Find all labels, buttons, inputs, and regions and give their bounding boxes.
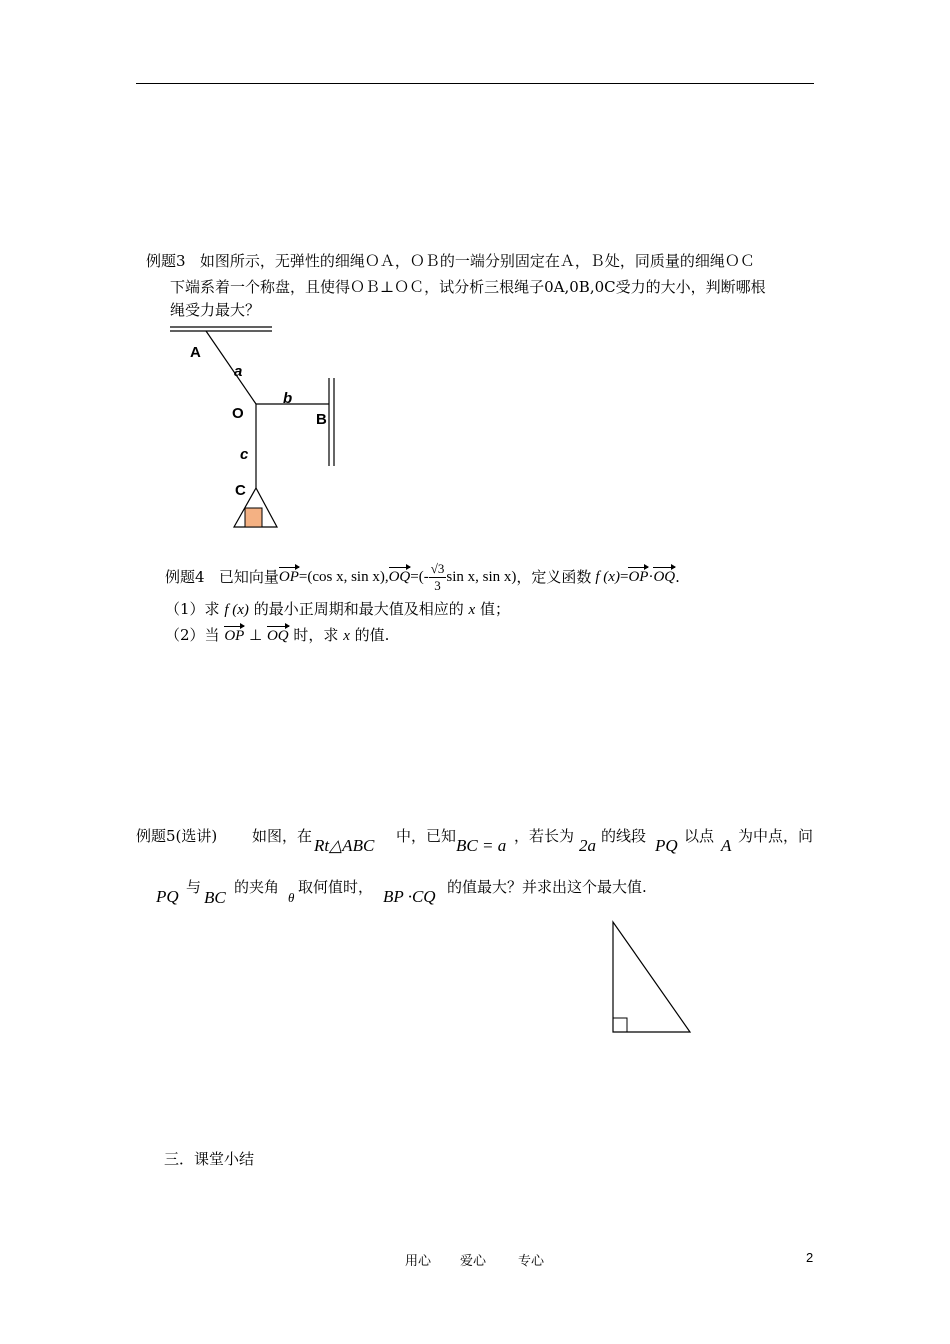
ex4-perp: ⊥ — [249, 628, 263, 644]
ex5-t6: 为中点，问 — [738, 827, 814, 845]
ex5-t9: 取何值时， — [298, 878, 374, 896]
fraction-sqrt3-over-3 — [429, 561, 447, 594]
ex5-label: 例题5(选讲) — [136, 827, 218, 845]
ex4-q2-end: 的值. — [354, 626, 390, 644]
ex4-q1-x: x — [468, 602, 476, 618]
label-a: a — [234, 363, 243, 380]
ex5-t5: 以点 — [684, 827, 715, 845]
ex5-2a: 2a — [579, 836, 596, 855]
ex4-q1-num: （1）求 — [165, 600, 220, 618]
section-summary: 三．课堂小结 — [164, 1150, 255, 1168]
ex4-oq-right: sin x, sin x) — [446, 569, 517, 585]
ex4-label: 例题4 — [165, 568, 205, 586]
ex3-text-3: 绳受力最大？ — [170, 301, 261, 319]
ex4-q1-end: 值； — [479, 600, 510, 618]
ex4-q2-num: （2）当 — [165, 626, 220, 644]
triangle — [613, 922, 690, 1032]
ex5-t7: 与 — [186, 878, 202, 896]
ex3-label: 例题3 — [146, 252, 186, 270]
ex5-pq: PQ — [655, 836, 678, 855]
label-c: c — [240, 446, 249, 463]
ex3-line3 — [170, 299, 260, 321]
frac-denominator: 3 — [434, 577, 441, 593]
vector-oq-3: OQ — [267, 625, 289, 647]
vector-op: OP — [279, 566, 299, 588]
rope-oa — [206, 331, 256, 404]
ex4-eq: = — [298, 569, 308, 585]
header-rule — [136, 83, 814, 84]
ex5-pq-2: PQ — [156, 887, 179, 906]
ex4-oq-left: =(- — [410, 569, 429, 585]
ex5-bc-eq: BC = a — [456, 836, 507, 855]
ex4-q1 — [165, 598, 510, 621]
ex4-q2-mid: 时，求 — [293, 626, 339, 644]
right-triangle-diagram — [608, 918, 698, 1038]
label-b: b — [283, 390, 293, 407]
ex5-theta: θ — [288, 890, 295, 905]
footer-word-3: 专心 — [518, 1254, 545, 1269]
vector-oq-2: OQ — [653, 566, 675, 588]
ex5-t8: 的夹角 — [234, 878, 280, 896]
ex4-dot: · — [648, 569, 654, 585]
ex5-t2: 中，已知 — [396, 827, 457, 845]
vector-op-3: OP — [224, 625, 244, 647]
ex4-eq-2: = — [619, 569, 629, 585]
ex4-op-value: (cos x, sin x), — [307, 569, 389, 585]
ex4-q2 — [165, 624, 389, 647]
ex4-line1 — [165, 555, 680, 599]
ex5-point-a: A — [721, 836, 732, 855]
ex4-q1-text: 的最小正周期和最大值及相应的 — [253, 600, 464, 618]
ex5-t4: 的线段 — [601, 827, 647, 845]
footer-word-1: 用心 — [405, 1254, 432, 1269]
ex5-bc: BC — [204, 888, 226, 907]
frac-numerator: √3 — [430, 560, 445, 576]
ex4-end: . — [675, 568, 680, 586]
label-C: C — [235, 482, 246, 499]
ex5-bp-cq: BP ·CQ — [383, 887, 436, 906]
rope-diagram — [150, 320, 350, 535]
ex3-text-1: 如图所示，无弹性的细绳ＯＡ，ＯＢ的一端分别固定在Ａ，Ｂ处，同质量的细绳ＯＣ — [199, 252, 755, 270]
ex5-t1: 如图，在 — [252, 827, 313, 845]
ex3-text-2: 下端系着一个称盘，且使得ＯＢ⊥ＯＣ，试分析三根绳子0A,0B,0C受力的大小，判断哪根 — [170, 278, 766, 296]
ex5-t10: 的值最大？并求出这个最大值. — [447, 878, 647, 896]
weight-box — [245, 508, 262, 527]
footer-word-2: 爱心 — [460, 1254, 487, 1269]
ex4-def: ，定义函数 — [516, 568, 592, 586]
vector-op-2: OP — [628, 566, 648, 588]
ex3-line2 — [170, 276, 766, 298]
label-B: B — [316, 411, 327, 428]
right-angle-mark — [613, 1018, 627, 1032]
vector-oq: OQ — [389, 566, 411, 588]
ex4-fx: f (x) — [595, 569, 620, 585]
ex4-q1-fx: f (x) — [224, 602, 249, 618]
label-A: A — [190, 344, 201, 361]
label-O: O — [232, 405, 244, 422]
ex4-intro: 已知向量 — [218, 568, 279, 586]
ex4-q2-x: x — [343, 628, 350, 644]
page-number: 2 — [806, 1250, 814, 1265]
ex5-rt: Rt△ABC — [314, 836, 375, 855]
ex3-line1 — [146, 250, 755, 272]
ex5-t3: ，若长为 — [514, 827, 575, 845]
